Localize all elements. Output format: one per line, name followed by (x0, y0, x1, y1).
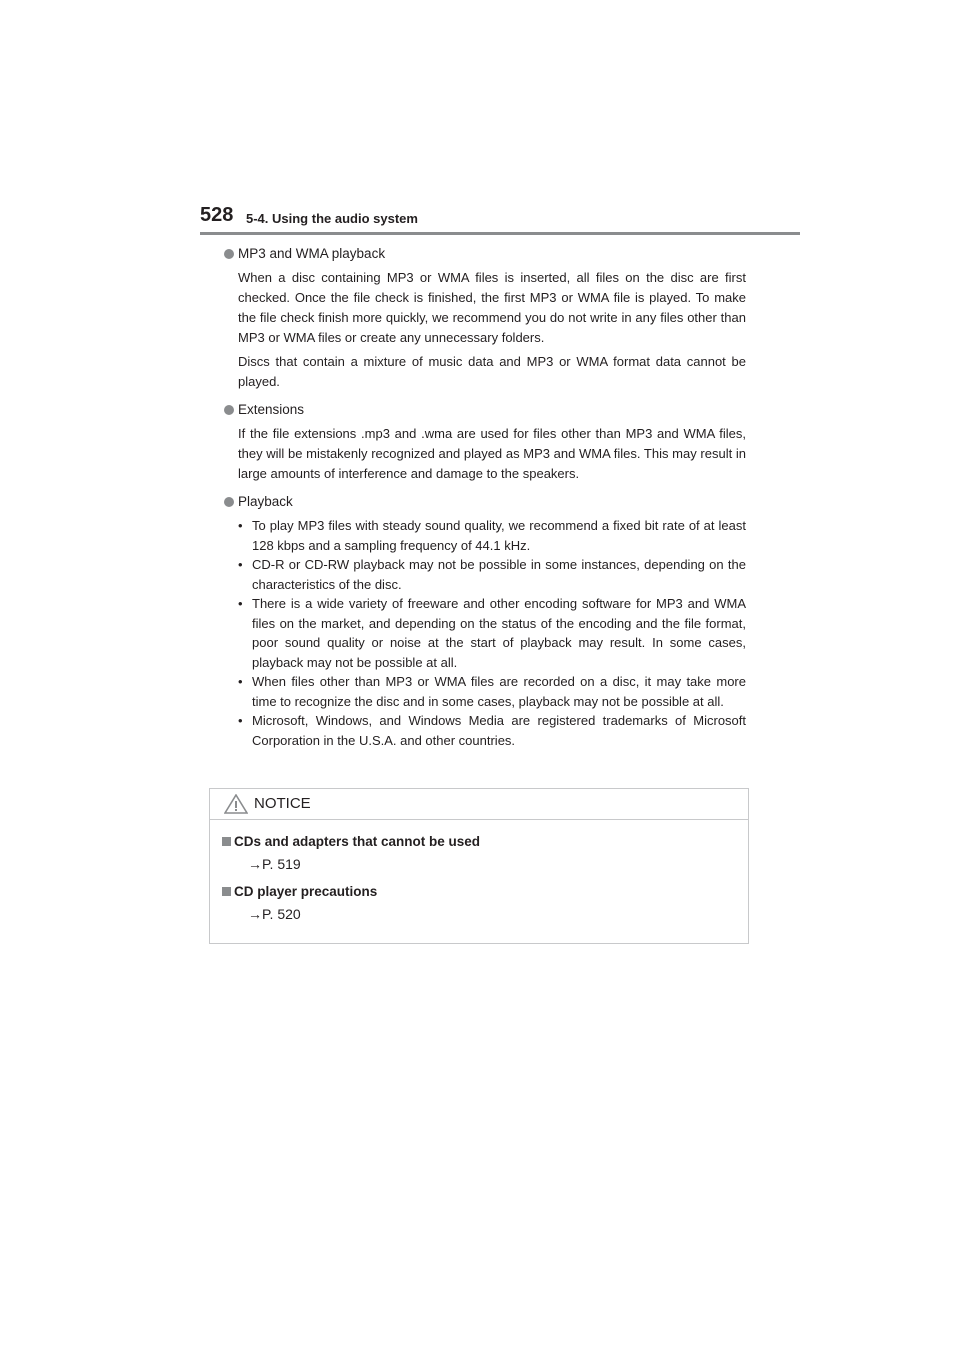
list-item: • CD-R or CD-RW playback may not be possible in some instances, depending on the characteristics of the disc. (238, 557, 746, 592)
notice-item-heading: CD player precautions (222, 882, 748, 902)
notice-body (210, 820, 748, 926)
paragraph: Discs that contain a mixture of music data and MP3 or WMA format data cannot be played. (238, 354, 746, 389)
notice-item (222, 832, 748, 876)
bullet-circle-icon (224, 497, 234, 507)
topic-heading: MP3 and WMA playback (222, 244, 746, 264)
warning-triangle-icon (224, 794, 248, 819)
notice-box (209, 788, 749, 944)
notice-title: NOTICE (254, 795, 311, 812)
topic-extensions (222, 400, 746, 484)
page-number: 528 (200, 204, 234, 226)
square-bullet-icon (222, 837, 231, 846)
notice-item (222, 882, 748, 926)
paragraph: If the file extensions .mp3 and .wma are used for files other than MP3 and WMA files, they will be mistakenly recognized and played as MP3 and WMA files. This may result in large amounts of interference and damage to the speakers. (238, 426, 746, 481)
section-title: 5-4. Using the audio system (246, 211, 418, 226)
bullet-dot-icon: • (238, 557, 243, 572)
bullet-circle-icon (224, 405, 234, 415)
list-item: • To play MP3 files with steady sound quality, we recommend a fixed bit rate of at least 128 kbps and a sampling frequency of 44.1 kHz. (238, 518, 746, 553)
topic-heading: Extensions (222, 400, 746, 420)
square-bullet-icon (222, 887, 231, 896)
list-item: • There is a wide variety of freeware and other encoding software for MP3 and WMA files on the market, and depending on the status of the encoding and the file format, poor sound quality or noise at the start of playback may result. In some cases, playback may not be possible at all. (238, 596, 746, 670)
notice-header (210, 789, 748, 820)
list-item: • When files other than MP3 or WMA files are recorded on a disc, it may take more time to recognize the disc and in some cases, playback may not be possible at all. (238, 674, 746, 709)
paragraph: When a disc containing MP3 or WMA files is inserted, all files on the disc are first checked. Once the file check is finished, the first MP3 or WMA file is played. To make the file check finish more quickly, we recommend you do not write in any files other than MP3 or WMA files or create any unnecessary folders. (238, 270, 746, 345)
main-content (222, 244, 746, 758)
topic-heading: Playback (222, 492, 746, 512)
bullet-dot-icon: • (238, 713, 243, 728)
bullet-dot-icon: • (238, 518, 243, 533)
bullet-dot-icon: • (238, 674, 243, 689)
bullet-dot-icon: • (238, 596, 243, 611)
page-reference: →P. 519 (248, 856, 301, 872)
playback-list (238, 516, 746, 750)
topic-playback (222, 492, 746, 750)
bullet-circle-icon (224, 249, 234, 259)
notice-item-heading: CDs and adapters that cannot be used (222, 832, 748, 852)
list-item: • Microsoft, Windows, and Windows Media are registered trademarks of Microsoft Corporation in the U.S.A. and other countries. (238, 713, 746, 748)
topic-mp3-wma-playback (222, 244, 746, 392)
page-header (200, 204, 800, 235)
page-reference: →P. 520 (248, 906, 301, 922)
